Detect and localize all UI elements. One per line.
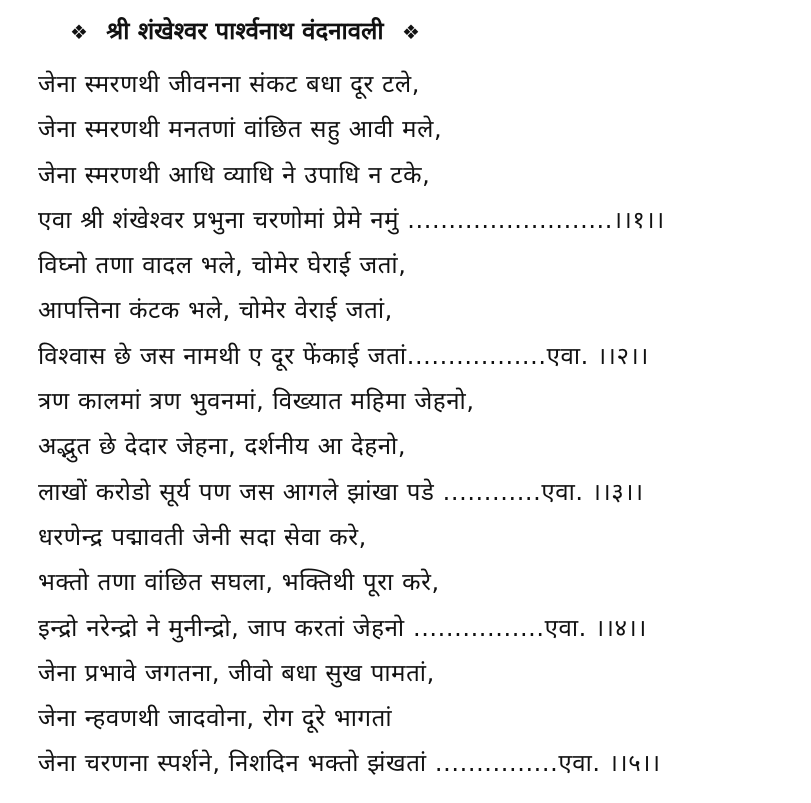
verse-line: भक्तो तणा वांछित सघला, भक्तिथी पूरा करे, <box>38 568 440 597</box>
verse-body <box>38 66 791 791</box>
verse-line: धरणेन्द्र पद्मावती जेनी सदा सेवा करे, <box>38 522 367 551</box>
verse-refrain-line: एवा श्री शंखेश्वर प्रभुना चरणोमां प्रेमे नमुं .........................।।१।। <box>38 205 665 234</box>
verse-line: त्रण कालमां त्रण भुवनमां, विख्यात महिमा जेहनो, <box>38 387 475 416</box>
diamond-ornament-icon: ❖ <box>70 20 88 44</box>
verse-line: विघ्नो तणा वादल भले, चोमेर घेराई जतां, <box>38 251 407 280</box>
title-text: श्री शंखेश्वर पार्श्वनाथ वंदनावली <box>106 17 384 45</box>
page-title <box>0 14 811 47</box>
verse-refrain-line: इन्द्रो नरेन्द्रो ने मुनीन्द्रो, जाप करतां जेहनो ................एवा. ।।४।। <box>38 613 647 642</box>
verse-refrain-line: जेना चरणना स्पर्शने, निशदिन भक्तो झंखतां ...............एवा. ।।५।। <box>38 749 661 778</box>
verse-line: जेना न्हवणथी जादवोना, रोग दूरे भागतां <box>38 704 393 733</box>
verse-line: अद्भुत छे देदार जेहना, दर्शनीय आ देहनो, <box>38 432 407 461</box>
verse-line: जेना प्रभावे जगतना, जीवो बधा सुख पामतां, <box>38 658 435 687</box>
diamond-ornament-icon: ❖ <box>401 20 420 44</box>
verse-refrain-line: विश्वास छे जस नामथी ए दूर फेंकाई जतां.................एवा. ।।२।। <box>38 341 649 370</box>
verse-refrain-line: लाखों करोडो सूर्य पण जस आगले झांखा पडे ............एवा. ।।३।। <box>38 477 644 506</box>
verse-line: जेना स्मरणथी मनतणां वांछित सहु आवी मले, <box>38 115 443 144</box>
verse-line: आपत्तिना कंटक भले, चोमेर वेराई जतां, <box>38 296 393 325</box>
verse-line: जेना स्मरणथी आधि व्याधि ने उपाधि न टके, <box>38 160 431 189</box>
verse-line: जेना स्मरणथी जीवनना संकट बधा दूर टले, <box>38 70 420 98</box>
